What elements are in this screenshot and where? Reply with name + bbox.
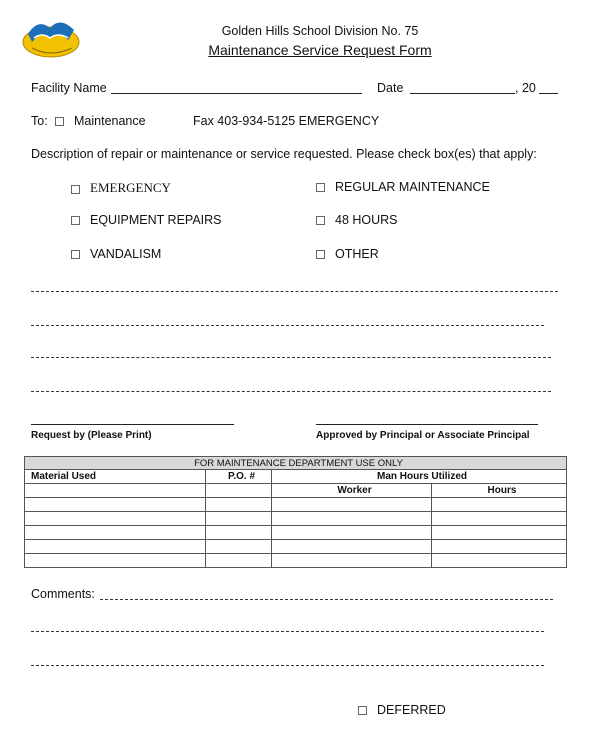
deferred-checkbox[interactable] xyxy=(358,706,367,715)
comments-label: Comments: xyxy=(31,587,95,601)
table-header-row xyxy=(25,470,567,484)
48-hours-checkbox[interactable] xyxy=(316,216,325,225)
description-line-3[interactable] xyxy=(31,357,551,358)
to-maintenance-checkbox[interactable] xyxy=(55,117,64,126)
table-row xyxy=(25,554,567,568)
vandalism-label: VANDALISM xyxy=(90,247,162,261)
option-vandalism[interactable] xyxy=(71,247,161,261)
col-hours: Hours xyxy=(432,484,567,498)
table-row xyxy=(25,498,567,512)
table-cell[interactable] xyxy=(272,512,432,526)
description-instruction: Description of repair or maintenance or service requested. Please check box(es) that apply: xyxy=(31,147,537,161)
vandalism-checkbox[interactable] xyxy=(71,250,80,259)
table-cell[interactable] xyxy=(206,526,272,540)
approval-signature-line[interactable] xyxy=(316,424,538,425)
table-cell[interactable] xyxy=(432,540,567,554)
table-cell[interactable] xyxy=(432,498,567,512)
description-line-1[interactable] xyxy=(31,291,558,292)
table-cell[interactable] xyxy=(25,526,206,540)
table-cell[interactable] xyxy=(206,498,272,512)
table-cell[interactable] xyxy=(272,540,432,554)
table-cell[interactable] xyxy=(206,540,272,554)
equipment-repairs-label: EQUIPMENT REPAIRS xyxy=(90,213,222,227)
comments-line-2[interactable] xyxy=(31,631,544,632)
to-maintenance-option[interactable] xyxy=(55,114,146,128)
page-title: Maintenance Service Request Form xyxy=(208,42,432,58)
table-band-title: FOR MAINTENANCE DEPARTMENT USE ONLY xyxy=(25,457,567,470)
table-cell[interactable] xyxy=(432,512,567,526)
regular-maintenance-checkbox[interactable] xyxy=(316,183,325,192)
table-cell[interactable] xyxy=(206,554,272,568)
option-equipment-repairs[interactable] xyxy=(71,213,222,227)
table-row xyxy=(25,526,567,540)
request-by-label: Request by (Please Print) xyxy=(31,430,152,441)
table-cell[interactable] xyxy=(25,554,206,568)
option-emergency[interactable] xyxy=(71,180,171,196)
facility-name-field[interactable] xyxy=(111,93,362,94)
other-checkbox[interactable] xyxy=(316,250,325,259)
table-row xyxy=(25,540,567,554)
regular-maintenance-label: REGULAR MAINTENANCE xyxy=(335,180,490,194)
col-man-hours-utilized: Man Hours Utilized xyxy=(272,470,567,484)
option-other[interactable] xyxy=(316,247,379,261)
emergency-checkbox[interactable] xyxy=(71,185,80,194)
option-deferred[interactable] xyxy=(358,703,446,717)
table-cell[interactable] xyxy=(206,484,272,498)
request-by-signature-line[interactable] xyxy=(31,424,234,425)
date-label: Date xyxy=(377,81,404,95)
description-line-2[interactable] xyxy=(31,325,544,326)
facility-name-label: Facility Name xyxy=(31,81,107,95)
table-cell[interactable] xyxy=(25,498,206,512)
table-cell[interactable] xyxy=(272,498,432,512)
year-field[interactable] xyxy=(539,93,558,94)
maintenance-use-table xyxy=(24,456,567,568)
col-material-used: Material Used xyxy=(25,470,206,484)
emergency-label: EMERGENCY xyxy=(90,180,171,195)
comments-line-1[interactable] xyxy=(100,599,553,600)
table-cell[interactable] xyxy=(272,526,432,540)
to-label: To: xyxy=(31,114,48,128)
option-regular-maintenance[interactable] xyxy=(316,180,490,194)
col-worker: Worker xyxy=(272,484,432,498)
table-cell[interactable] xyxy=(25,512,206,526)
other-label: OTHER xyxy=(335,247,379,261)
date-field[interactable] xyxy=(410,93,515,94)
year-prefix: , 20 xyxy=(515,81,536,95)
equipment-repairs-checkbox[interactable] xyxy=(71,216,80,225)
option-48-hours[interactable] xyxy=(316,213,398,227)
table-cell[interactable] xyxy=(272,554,432,568)
table-subheader-row xyxy=(25,484,567,498)
table-cell[interactable] xyxy=(432,526,567,540)
table-cell[interactable] xyxy=(25,540,206,554)
table-row xyxy=(25,512,567,526)
description-line-4[interactable] xyxy=(31,391,551,392)
table-cell[interactable] xyxy=(432,554,567,568)
approved-by-label: Approved by Principal or Associate Principal xyxy=(316,430,530,441)
to-maintenance-label: Maintenance xyxy=(74,114,146,128)
deferred-label: DEFERRED xyxy=(377,703,446,717)
table-band-row xyxy=(25,457,567,470)
comments-line-3[interactable] xyxy=(31,665,544,666)
fax-text: Fax 403-934-5125 EMERGENCY xyxy=(193,114,380,128)
table-cell[interactable] xyxy=(25,484,206,498)
col-po-number: P.O. # xyxy=(206,470,272,484)
48-hours-label: 48 HOURS xyxy=(335,213,398,227)
organization-name: Golden Hills School Division No. 75 xyxy=(221,24,419,38)
table-cell[interactable] xyxy=(206,512,272,526)
